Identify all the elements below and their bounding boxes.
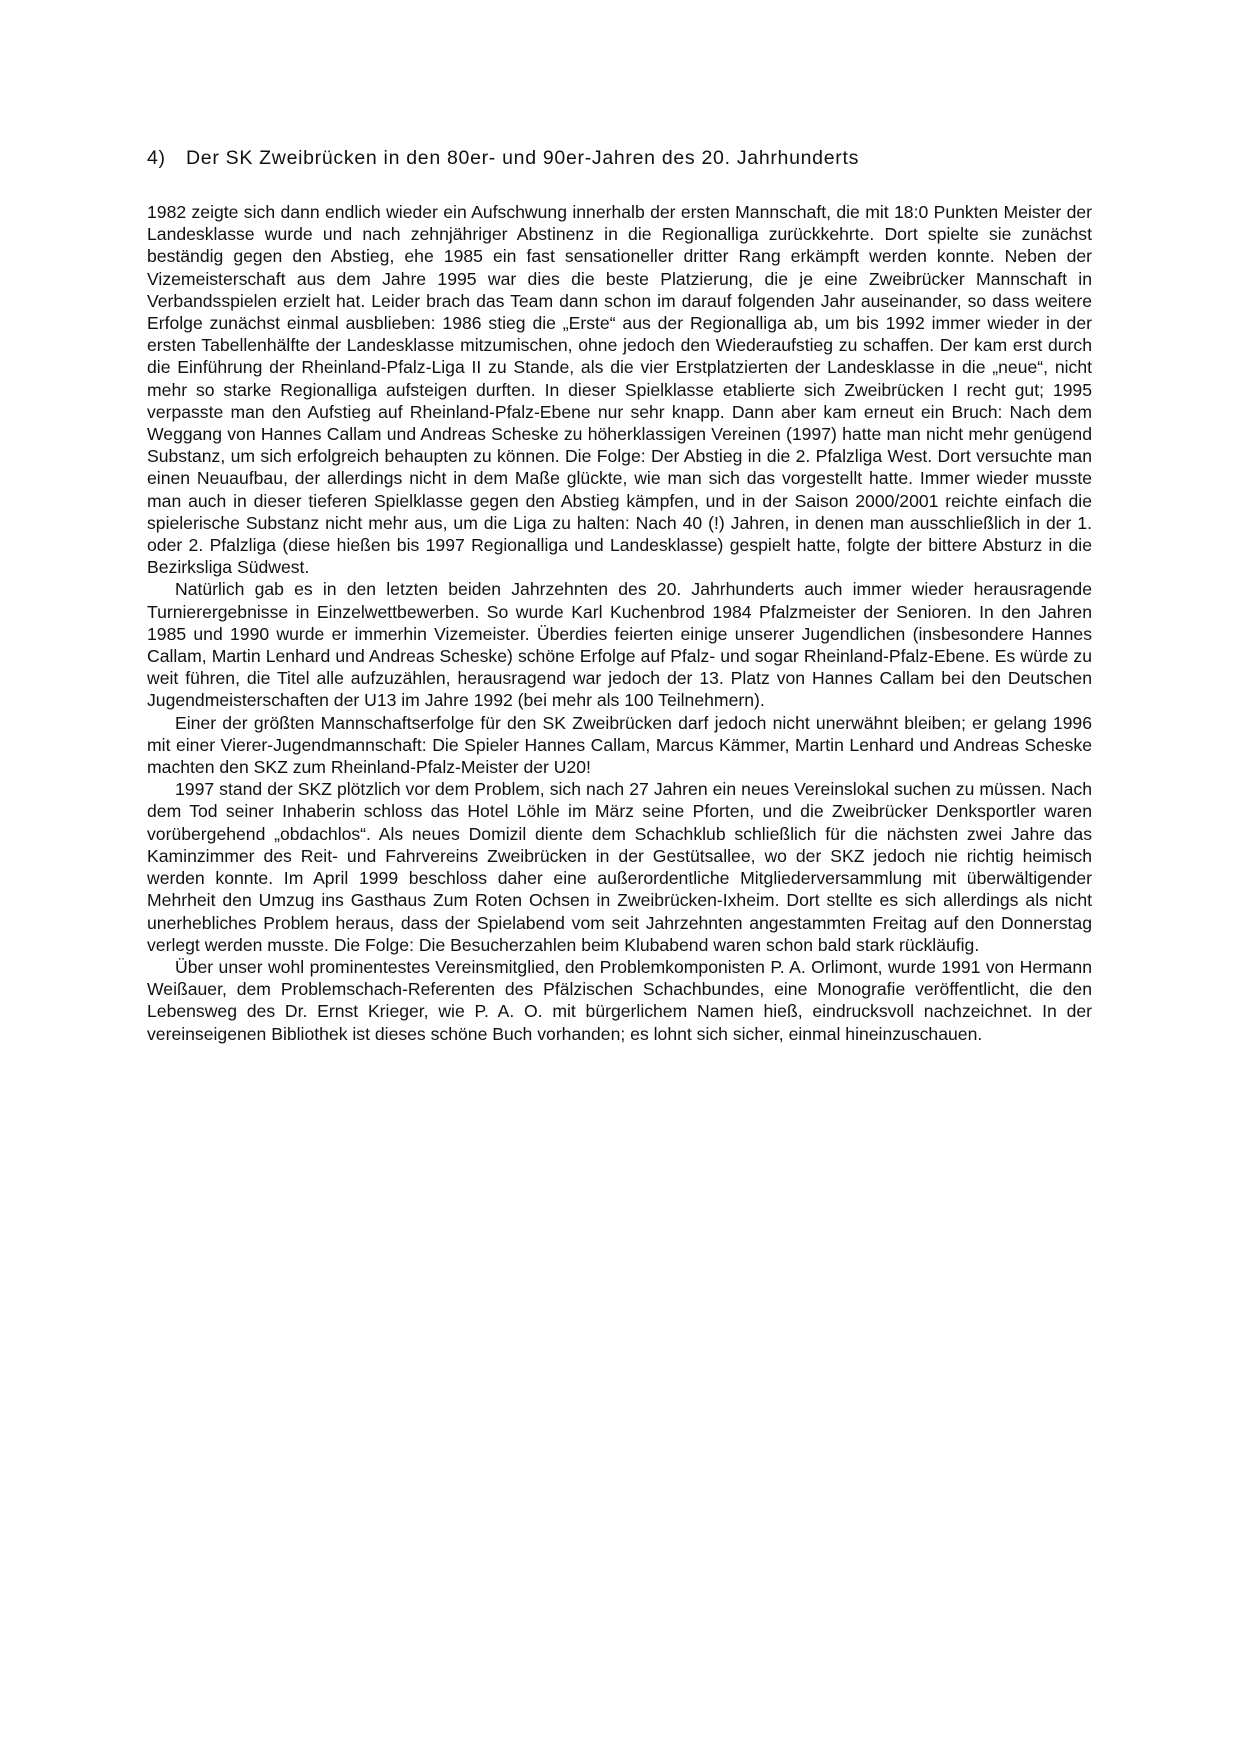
paragraph-5: Über unser wohl prominentestes Vereinsmitglied, den Problemkomponisten P. A. Orlimont, wurde 1991 von Hermann Weißauer, dem Problemschach-Referenten des Pfälzischen Schachbundes, eine Monografie veröffentlicht, die den Lebensweg des Dr. Ernst Krieger, wie P. A. O. mit bürgerlichem Namen hieß, eindrucksvoll nachzeichnet. In der vereinseigenen Bibliothek ist dieses schöne Buch vorhanden; es lohnt sich sicher, einmal hineinzuschauen. bbox=[147, 956, 1092, 1044]
paragraph-4: 1997 stand der SKZ plötzlich vor dem Problem, sich nach 27 Jahren ein neues Vereinslokal suchen zu müssen. Nach dem Tod seiner Inhaberin schloss das Hotel Löhle im März seine Pforten, und die Zweibrücker Denksportler waren vorübergehend „obdachlos“. Als neues Domizil diente dem Schachklub schließlich für die nächsten zwei Jahre das Kaminzimmer des Reit- und Fahrvereins Zweibrücken in der Gestütsallee, wo der SKZ jedoch nie richtig heimisch werden konnte. Im April 1999 beschloss daher eine außerordentliche Mitgliederversammlung mit überwältigender Mehrheit den Umzug ins Gasthaus Zum Roten Ochsen in Zweibrücken-Ixheim. Dort stellte es sich allerdings als nicht unerhebliches Problem heraus, dass der Spielabend vom seit Jahrzehnten angestammten Freitag auf den Donnerstag verlegt werden musste. Die Folge: Die Besucherzahlen beim Klubabend waren schon bald stark rückläufig. bbox=[147, 779, 1092, 955]
body-text bbox=[147, 201, 1092, 1045]
section-title: Der SK Zweibrücken in den 80er- und 90er-Jahren des 20. Jahrhunderts bbox=[186, 147, 860, 169]
paragraph-1: 1982 zeigte sich dann endlich wieder ein Aufschwung innerhalb der ersten Mannschaft, die mit 18:0 Punkten Meister der Landesklasse wurde und nach zehnjähriger Abstinenz in die Regionalliga zurückkehrte. Dort spielte sie zunächst beständig gegen den Abstieg, ehe 1985 ein fast sensationeller dritter Rang erkämpft werden konnte. Neben der Vizemeisterschaft aus dem Jahre 1995 war dies die beste Platzierung, die je eine Zweibrücker Mannschaft in Verbandsspielen erzielt hat. Leider brach das Team dann schon im darauf folgenden Jahr auseinander, so dass weitere Erfolge zunächst einmal ausblieben: 1986 stieg die „Erste“ aus der Regionalliga ab, um bis 1992 immer wieder in der ersten Tabellenhälfte der Landesklasse mitzumischen, ohne jedoch den Wiederaufstieg zu schaffen. Der kam erst durch die Einführung der Rheinland-Pfalz-Liga II zu Stande, als die vier Erstplatzierten der Landesklasse in die „neue“, nicht mehr so starke Regionalliga aufsteigen durften. In dieser Spielklasse etablierte sich Zweibrücken I recht gut; 1995 verpasste man den Aufstieg auf Rheinland-Pfalz-Ebene nur sehr knapp. Dann aber kam erneut ein Bruch: Nach dem Weggang von Hannes Callam und Andreas Scheske zu höherklassigen Vereinen (1997) hatte man nicht mehr genügend Substanz, um sich erfolgreich behaupten zu können. Die Folge: Der Abstieg in die 2. Pfalzliga West. Dort versuchte man einen Neuaufbau, der allerdings nicht in dem Maße glückte, wie man sich das vorgestellt hatte. Immer wieder musste man auch in dieser tieferen Spielklasse gegen den Abstieg kämpfen, und in der Saison 2000/2001 reichte einfach die spielerische Substanz nicht mehr aus, um die Liga zu halten: Nach 40 (!) Jahren, in denen man ausschließlich in der 1. oder 2. Pfalzliga (diese hießen bis 1997 Regionalliga und Landesklasse) gespielt hatte, folgte der bittere Absturz in die Bezirksliga Südwest. bbox=[147, 202, 1092, 578]
document-page bbox=[147, 145, 1092, 1045]
section-number: 4) bbox=[147, 147, 166, 169]
section-heading bbox=[147, 145, 1092, 171]
paragraph-2: Natürlich gab es in den letzten beiden Jahrzehnten des 20. Jahrhunderts auch immer wieder herausragende Turnierergebnisse in Einzelwettbewerben. So wurde Karl Kuchenbrod 1984 Pfalzmeister der Senioren. In den Jahren 1985 und 1990 wurde er immerhin Vizemeister. Überdies feierten einige unserer Jugendlichen (insbesondere Hannes Callam, Martin Lenhard und Andreas Scheske) schöne Erfolge auf Pfalz- und sogar Rheinland-Pfalz-Ebene. Es würde zu weit führen, die Titel alle aufzuzählen, herausragend war jedoch der 13. Platz von Hannes Callam bei den Deutschen Jugendmeisterschaften der U13 im Jahre 1992 (bei mehr als 100 Teilnehmern). bbox=[147, 579, 1092, 711]
paragraph-3: Einer der größten Mannschaftserfolge für den SK Zweibrücken darf jedoch nicht unerwähnt bleiben; er gelang 1996 mit einer Vierer-Jugendmannschaft: Die Spieler Hannes Callam, Marcus Kämmer, Martin Lenhard und Andreas Scheske machten den SKZ zum Rheinland-Pfalz-Meister der U20! bbox=[147, 712, 1092, 778]
